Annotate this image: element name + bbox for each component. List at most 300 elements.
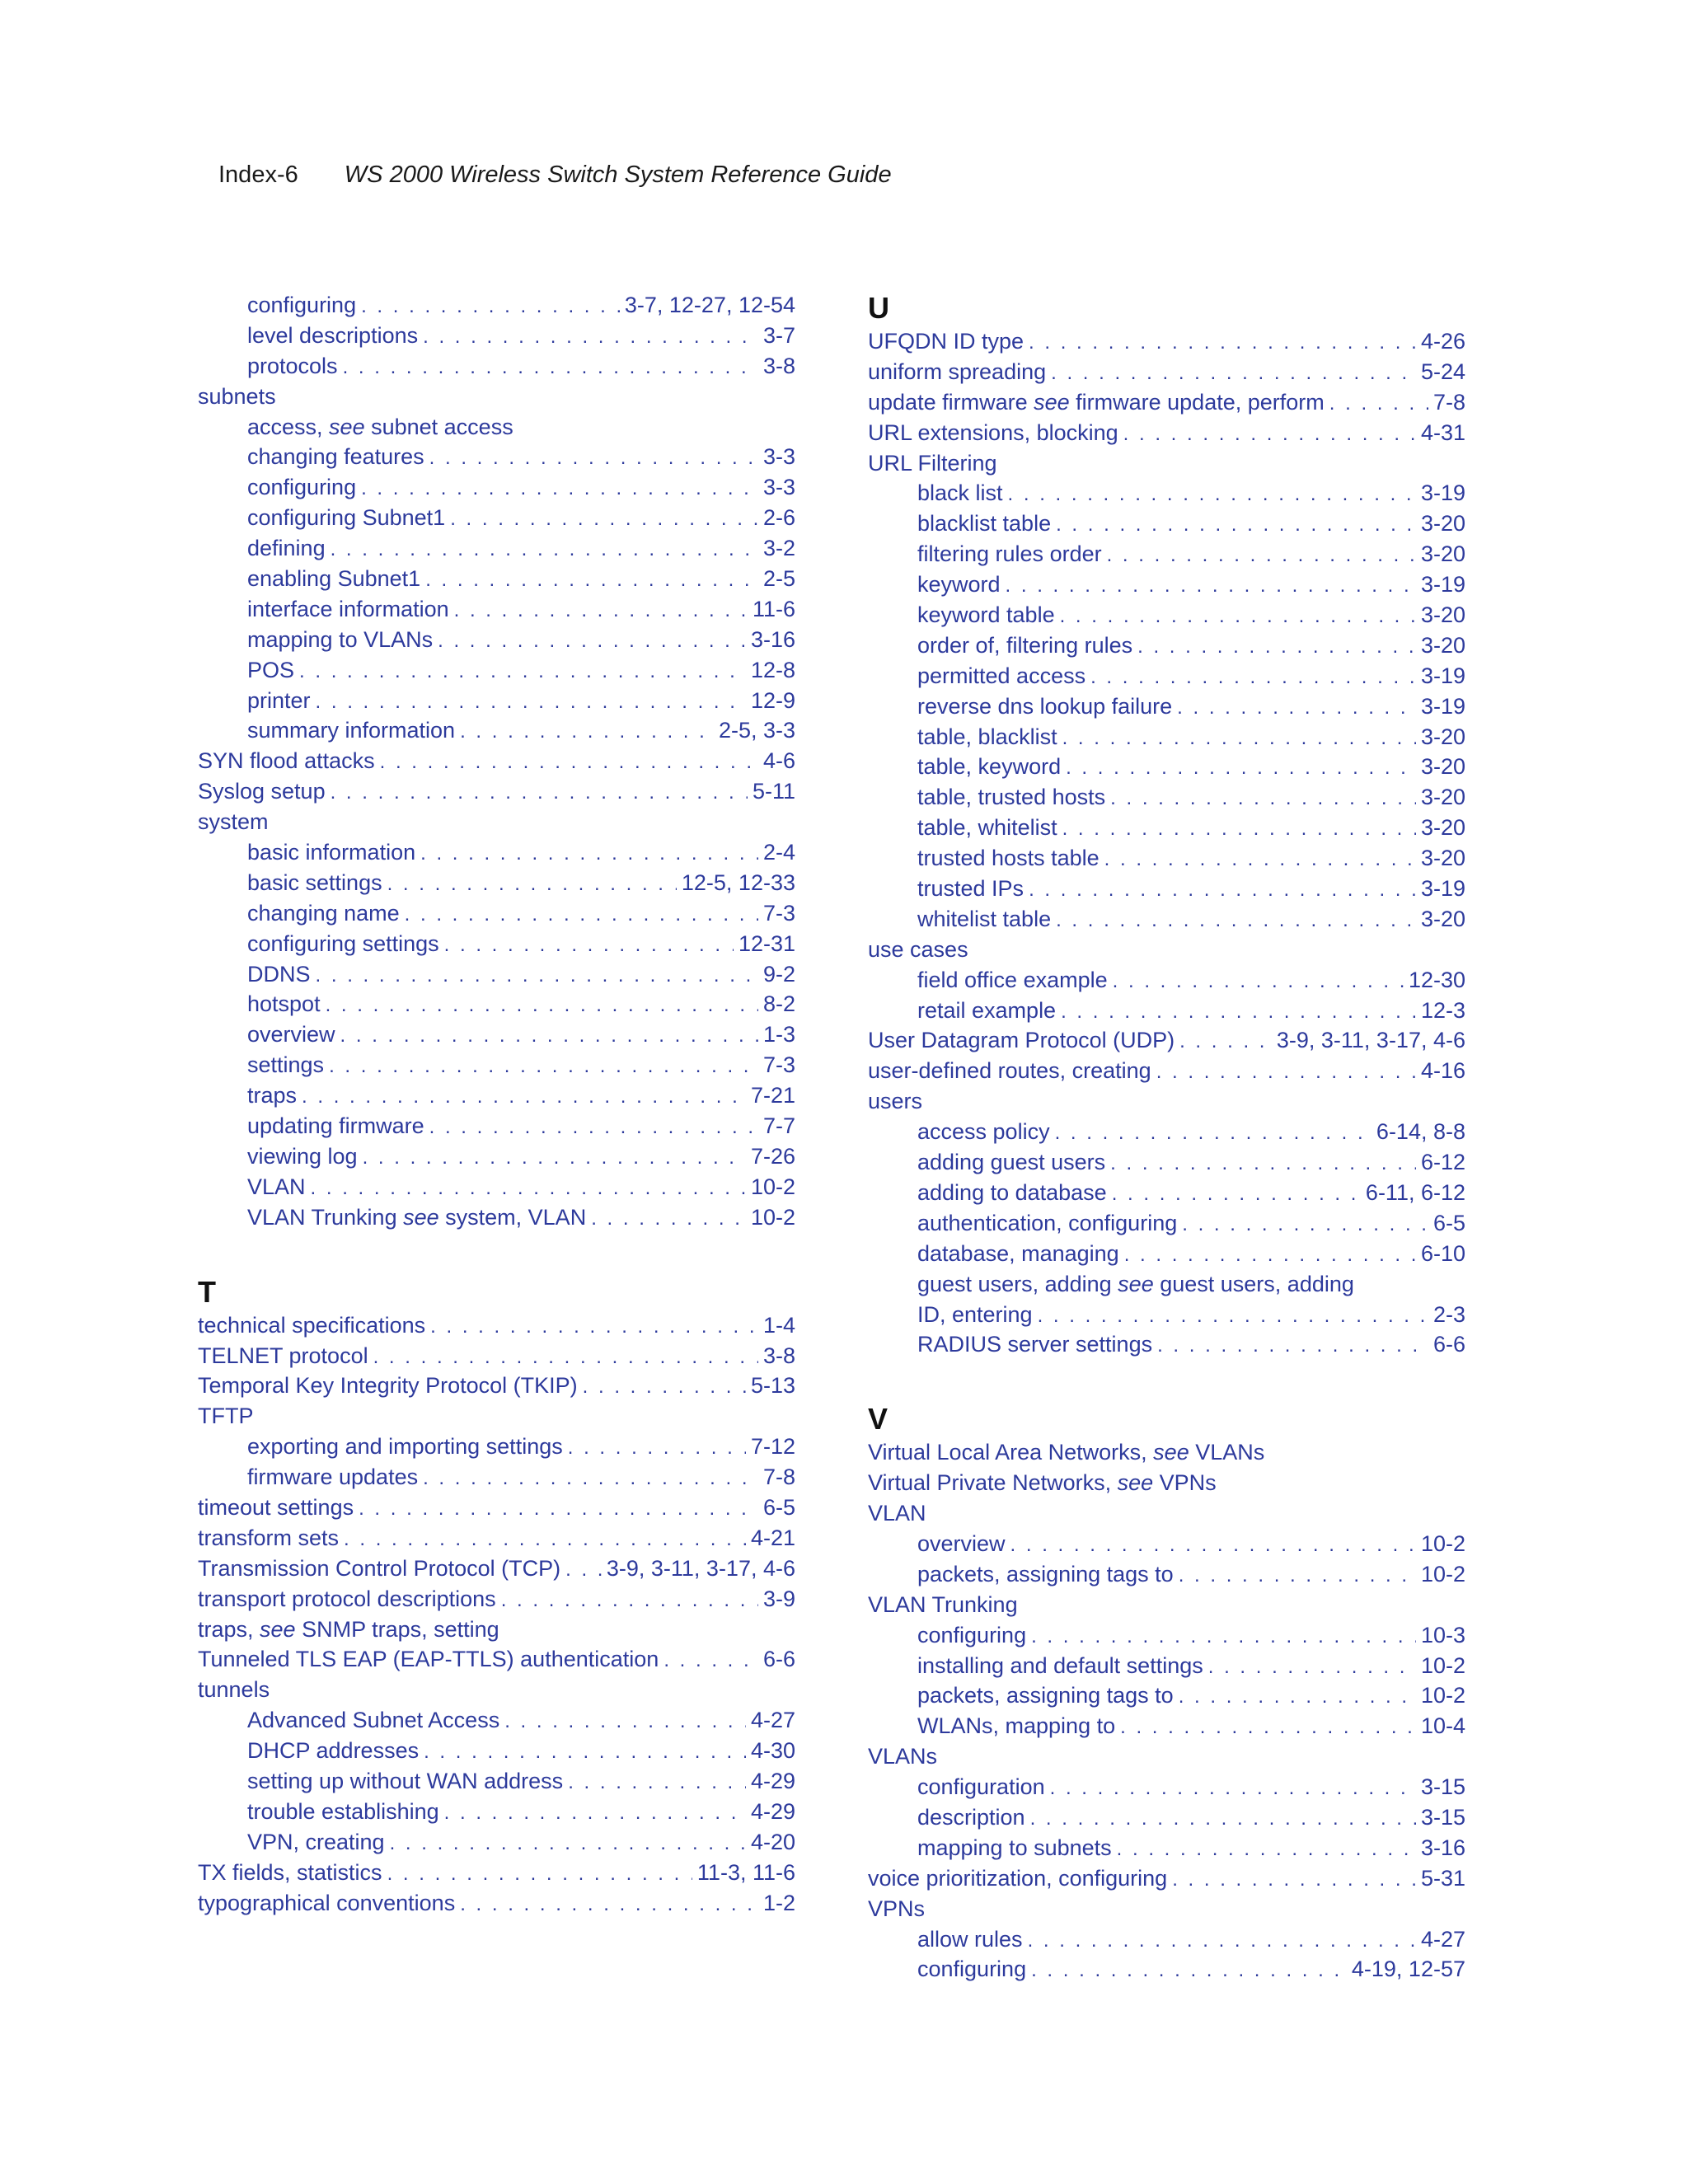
entry-term-text: subnets xyxy=(198,383,276,409)
page-reference: 3-9, 3-11, 3-17, 4-6 xyxy=(1276,1028,1465,1053)
index-entry xyxy=(868,1086,1465,1117)
page-reference: 10-2 xyxy=(750,1204,795,1230)
entry-term xyxy=(917,1802,1025,1833)
entry-term xyxy=(247,898,400,929)
dot-leader xyxy=(1179,1027,1272,1057)
entry-term xyxy=(198,1493,354,1523)
dot-leader xyxy=(429,443,758,474)
entry-term-text: database, managing xyxy=(917,1240,1119,1266)
entry-term-text: keyword table xyxy=(917,602,1055,628)
entry-term xyxy=(868,326,1024,357)
dot-leader xyxy=(331,778,748,808)
dot-leader xyxy=(1156,1057,1416,1088)
index-subentry xyxy=(868,509,1465,539)
entry-term-text: update firmware xyxy=(868,389,1034,415)
page-reference: 3-20 xyxy=(1420,846,1465,871)
entry-term xyxy=(868,1590,1018,1620)
index-subentry xyxy=(868,478,1465,509)
entry-term-text: authentication, configuring xyxy=(917,1210,1178,1235)
page-reference: 3-20 xyxy=(1420,632,1465,658)
dot-leader xyxy=(343,353,758,383)
index-subentry xyxy=(198,1766,795,1797)
page-reference: 6-10 xyxy=(1420,1240,1465,1266)
index-subentry xyxy=(868,569,1465,600)
entry-term xyxy=(917,1208,1177,1239)
see-reference: see xyxy=(1153,1440,1189,1465)
entry-term-text: typographical conventions xyxy=(198,1890,456,1915)
page-reference: 7-8 xyxy=(762,1465,795,1490)
dot-leader xyxy=(583,1372,746,1403)
page-reference: 4-21 xyxy=(750,1525,795,1550)
dot-leader xyxy=(1208,1652,1416,1683)
index-column-left xyxy=(198,290,795,1918)
entry-term xyxy=(868,1894,925,1924)
entry-term-text: changing features xyxy=(247,444,424,470)
index-subentry xyxy=(198,1141,795,1172)
page-reference: 3-7 xyxy=(762,322,795,348)
see-reference: see xyxy=(1034,389,1070,415)
entry-term xyxy=(247,321,418,351)
dot-leader xyxy=(387,869,677,900)
entry-term xyxy=(917,539,1102,569)
dot-leader xyxy=(1031,1622,1416,1652)
dot-leader xyxy=(316,961,758,991)
dot-leader xyxy=(1056,510,1416,541)
index-entry xyxy=(868,448,1465,479)
entry-term-text: table, whitelist xyxy=(917,815,1057,841)
entry-term xyxy=(198,1858,382,1888)
index-subentry xyxy=(868,1651,1465,1681)
entry-term-text: table, trusted hosts xyxy=(917,785,1106,810)
dot-leader xyxy=(423,322,758,353)
page-reference: 6-6 xyxy=(762,1647,795,1672)
index-subentry xyxy=(198,715,795,746)
index-subentry xyxy=(198,837,795,868)
dot-leader xyxy=(380,748,758,778)
index-subentry xyxy=(198,321,795,351)
entry-term-text: packets, assigning tags to xyxy=(917,1561,1174,1586)
section-letter: V xyxy=(868,1402,889,1436)
entry-term-text: technical specifications xyxy=(198,1312,426,1338)
page-reference: 4-27 xyxy=(750,1708,795,1733)
entry-term xyxy=(917,509,1051,539)
entry-term-text: mapping to subnets xyxy=(917,1835,1112,1860)
entry-term xyxy=(247,686,311,716)
page-reference: 5-11 xyxy=(752,779,795,804)
entry-term-text: interface information xyxy=(247,596,449,621)
page-reference: 3-2 xyxy=(762,536,795,561)
entry-term-text: VLAN xyxy=(247,1174,306,1199)
see-reference: see xyxy=(1117,1470,1154,1496)
dot-leader xyxy=(359,1494,758,1525)
see-target: system, VLAN xyxy=(438,1204,587,1230)
dot-leader xyxy=(420,839,758,869)
dot-leader xyxy=(429,1113,758,1143)
index-subentry xyxy=(868,1620,1465,1651)
entry-term xyxy=(868,387,1325,418)
dot-leader xyxy=(1050,1774,1416,1804)
index-column-right xyxy=(868,290,1465,1985)
index-subentry xyxy=(198,1111,795,1141)
page-reference: 8-2 xyxy=(762,991,795,1017)
index-subentry xyxy=(198,533,795,564)
dot-leader xyxy=(1061,997,1416,1028)
entry-term xyxy=(917,691,1172,722)
entry-term xyxy=(247,1766,563,1797)
entry-term-text: access, xyxy=(247,414,330,439)
index-entry xyxy=(198,1341,795,1371)
page-reference: 3-20 xyxy=(1420,785,1465,810)
index-subentry xyxy=(868,965,1465,996)
page-reference: 6-5 xyxy=(1432,1210,1465,1235)
entry-term-text: User Datagram Protocol (UDP) xyxy=(868,1028,1175,1053)
see-target: VPNs xyxy=(1153,1470,1217,1496)
book-title: WS 2000 Wireless Switch System Reference Guide xyxy=(344,162,892,188)
entry-term-text: enabling Subnet1 xyxy=(247,566,421,592)
index-subentry xyxy=(198,1432,795,1462)
page-reference: 3-19 xyxy=(1420,693,1465,719)
index-subentry xyxy=(198,686,795,716)
entry-term-text: URL Filtering xyxy=(868,450,997,476)
page-reference: 3-8 xyxy=(762,1343,795,1368)
entry-term-text: VLAN Trunking xyxy=(868,1591,1018,1617)
page-reference: 12-5, 12-33 xyxy=(681,869,795,895)
index-subentry xyxy=(198,503,795,533)
entry-term xyxy=(917,1620,1026,1651)
index-subentry xyxy=(198,1797,795,1827)
page-reference: 7-12 xyxy=(750,1434,795,1460)
dot-leader xyxy=(405,900,758,930)
entry-term-text: UFQDN ID type xyxy=(868,329,1025,354)
page-reference: 6-5 xyxy=(762,1494,795,1520)
index-entry xyxy=(198,1523,795,1554)
index-entry xyxy=(198,1554,795,1584)
index-entry xyxy=(868,1056,1465,1086)
index-entry xyxy=(198,1675,795,1705)
entry-term xyxy=(247,715,455,746)
index-entry xyxy=(198,1615,795,1645)
page-reference: 7-21 xyxy=(750,1083,795,1108)
page-reference: 10-2 xyxy=(750,1174,795,1199)
page-reference: 11-3, 11-6 xyxy=(696,1859,795,1885)
page-reference: 3-9, 3-11, 3-17, 4-6 xyxy=(606,1555,795,1581)
dot-leader xyxy=(1172,1865,1416,1896)
entry-term-text: black list xyxy=(917,480,1003,506)
dot-leader xyxy=(501,1586,758,1616)
entry-term xyxy=(198,1584,496,1615)
entry-term xyxy=(198,1644,659,1675)
page-reference: 4-19, 12-57 xyxy=(1351,1957,1465,1982)
entry-term-text: traps xyxy=(247,1083,298,1108)
dot-leader xyxy=(1066,753,1416,784)
entry-term-text: timeout settings xyxy=(198,1494,354,1520)
dot-leader xyxy=(450,504,758,535)
index-entry xyxy=(198,1888,795,1919)
page-reference: 4-30 xyxy=(750,1738,795,1764)
entry-term xyxy=(917,478,1003,509)
entry-term-text: description xyxy=(917,1804,1025,1830)
entry-term-text: filtering rules order xyxy=(917,541,1102,567)
entry-term-text: TELNET protocol xyxy=(198,1343,368,1368)
entry-term xyxy=(247,503,445,533)
entry-term xyxy=(198,746,375,776)
page-reference: 3-15 xyxy=(1420,1774,1465,1800)
index-entry xyxy=(868,387,1465,418)
page-reference: 3-15 xyxy=(1420,1804,1465,1830)
dot-leader xyxy=(1051,359,1416,389)
index-subentry xyxy=(198,290,795,321)
page-reference: 3-20 xyxy=(1420,511,1465,537)
page-reference: 3-20 xyxy=(1420,815,1465,841)
entry-term xyxy=(247,442,424,472)
index-subentry xyxy=(868,1239,1465,1269)
dot-leader xyxy=(331,535,758,565)
dot-leader xyxy=(1179,1561,1416,1591)
entry-term-text: WLANs, mapping to xyxy=(917,1713,1116,1739)
entry-term xyxy=(917,1954,1026,1985)
entry-term-text: settings xyxy=(247,1052,325,1078)
dot-leader xyxy=(1010,1530,1416,1561)
entry-term xyxy=(917,600,1055,630)
page-reference: 3-19 xyxy=(1420,480,1465,506)
dot-leader xyxy=(361,292,620,322)
entry-term xyxy=(917,1239,1119,1269)
index-entry xyxy=(868,1498,1465,1529)
page-reference: 3-3 xyxy=(762,444,795,470)
entry-term xyxy=(917,1300,1033,1330)
dot-leader xyxy=(311,1174,746,1204)
page-reference: 10-3 xyxy=(1420,1622,1465,1647)
entry-term-text: configuration xyxy=(917,1774,1045,1800)
page-reference: 6-12 xyxy=(1420,1150,1465,1175)
entry-term xyxy=(198,1310,425,1341)
dot-leader xyxy=(1177,693,1416,724)
index-subentry xyxy=(868,1269,1465,1300)
entry-term xyxy=(198,1888,455,1919)
entry-term xyxy=(917,1559,1174,1590)
entry-term-text: permitted access xyxy=(917,663,1086,688)
entry-term xyxy=(247,625,433,655)
entry-term-text: packets, assigning tags to xyxy=(917,1683,1174,1708)
index-entry xyxy=(198,776,795,807)
index-subentry xyxy=(198,1080,795,1111)
dot-leader xyxy=(1038,1301,1428,1332)
entry-term-text: firmware updates xyxy=(247,1465,419,1490)
entry-term-text: configuring xyxy=(917,1957,1027,1982)
index-subentry xyxy=(198,1705,795,1736)
page-reference: 1-4 xyxy=(762,1312,795,1338)
dot-leader xyxy=(344,1525,746,1555)
index-subentry xyxy=(198,989,795,1019)
entry-term xyxy=(868,1863,1167,1894)
entry-term xyxy=(247,533,326,564)
page-reference: 12-31 xyxy=(738,930,795,956)
entry-term xyxy=(247,1736,419,1766)
entry-term-text: system xyxy=(198,809,269,835)
entry-term-text: configuring xyxy=(917,1622,1027,1647)
entry-term-text: allow rules xyxy=(917,1926,1023,1952)
index-entry xyxy=(868,1025,1465,1056)
page-reference: 12-3 xyxy=(1420,997,1465,1023)
index-entry xyxy=(198,382,795,412)
page-reference: 7-3 xyxy=(762,1052,795,1078)
entry-term xyxy=(198,1675,270,1705)
entry-term xyxy=(868,448,997,479)
index-subentry xyxy=(198,1462,795,1493)
entry-term-text: basic settings xyxy=(247,869,382,895)
dot-leader xyxy=(425,565,758,596)
dot-leader xyxy=(1124,1240,1416,1271)
see-target: subnet access xyxy=(364,414,513,439)
index-subentry xyxy=(198,1202,795,1233)
page-reference: 4-27 xyxy=(1420,1926,1465,1952)
index-subentry xyxy=(868,1802,1465,1833)
entry-term-text: RADIUS server settings xyxy=(917,1332,1153,1357)
dot-leader xyxy=(299,657,746,687)
index-entry xyxy=(868,1468,1465,1498)
entry-term xyxy=(247,989,321,1019)
index-subentry xyxy=(868,722,1465,752)
page-reference: 9-2 xyxy=(762,961,795,987)
index-entry xyxy=(868,326,1465,357)
page-reference: 7-26 xyxy=(750,1143,795,1169)
dot-leader xyxy=(504,1707,746,1737)
index-entry xyxy=(198,807,795,837)
entry-term-text: table, blacklist xyxy=(917,724,1057,749)
entry-term xyxy=(917,1117,1050,1147)
index-subentry xyxy=(198,351,795,382)
index-entry xyxy=(198,1584,795,1615)
entry-term-text: access policy xyxy=(917,1119,1050,1145)
index-entry xyxy=(868,1437,1465,1468)
index-subentry xyxy=(868,539,1465,569)
entry-term xyxy=(198,1401,254,1432)
index-entry xyxy=(868,1590,1465,1620)
entry-term-text: DHCP addresses xyxy=(247,1738,420,1764)
index-subentry xyxy=(868,1559,1465,1590)
page-reference: 3-16 xyxy=(1420,1835,1465,1860)
entry-term-text: overview xyxy=(247,1022,335,1047)
entry-term-text: configuring xyxy=(247,293,357,317)
entry-term xyxy=(247,351,338,382)
entry-term xyxy=(917,1772,1045,1802)
dot-leader xyxy=(326,991,758,1021)
entry-term xyxy=(917,996,1056,1026)
entry-term-text: changing name xyxy=(247,900,400,926)
index-subentry xyxy=(868,1117,1465,1147)
entry-term-text: mapping to VLANs xyxy=(247,626,434,652)
page-reference: 5-13 xyxy=(750,1373,795,1399)
page-reference: 3-20 xyxy=(1420,754,1465,780)
see-target: firmware update, perform xyxy=(1069,389,1325,415)
entry-term xyxy=(247,1462,418,1493)
index-subentry xyxy=(868,1954,1465,1985)
see-target: guest users, adding xyxy=(1153,1271,1354,1296)
dot-leader xyxy=(591,1204,746,1235)
entry-term-text: TX fields, statistics xyxy=(198,1859,382,1885)
page-reference: 2-4 xyxy=(762,840,795,865)
entry-term xyxy=(917,965,1108,996)
entry-term xyxy=(868,1086,922,1117)
entry-term xyxy=(247,1827,385,1858)
entry-term xyxy=(868,1468,1217,1498)
entry-term xyxy=(868,1498,926,1529)
page-reference: 3-19 xyxy=(1420,572,1465,598)
dot-leader xyxy=(1329,389,1428,419)
entry-term-text: traps, xyxy=(198,1616,260,1642)
page-reference: 4-26 xyxy=(1420,329,1465,354)
entry-term-text: VPN, creating xyxy=(247,1829,385,1854)
entry-term xyxy=(198,807,269,837)
entry-term-text: installing and default settings xyxy=(917,1652,1203,1678)
entry-term-text: trouble establishing xyxy=(247,1798,439,1824)
page-reference: 3-20 xyxy=(1420,906,1465,931)
entry-term-text: Advanced Subnet Access xyxy=(247,1708,500,1733)
dot-leader xyxy=(1110,1149,1416,1179)
index-entry xyxy=(198,1371,795,1401)
index-subentry xyxy=(868,904,1465,935)
dot-leader xyxy=(1107,541,1416,571)
dot-leader xyxy=(1060,602,1416,632)
dot-leader xyxy=(1112,1179,1361,1210)
see-reference: see xyxy=(403,1204,439,1230)
dot-leader xyxy=(316,687,746,718)
index-subentry xyxy=(868,1529,1465,1559)
entry-term-text: VLAN Trunking xyxy=(247,1204,404,1230)
see-target: VLANs xyxy=(1189,1440,1265,1465)
dot-leader xyxy=(460,717,714,748)
page-reference: 6-6 xyxy=(1432,1332,1465,1357)
index-subentry xyxy=(868,1711,1465,1741)
index-subentry xyxy=(868,630,1465,661)
entry-term xyxy=(198,1523,339,1554)
index-subentry xyxy=(868,996,1465,1026)
page-reference: 10-2 xyxy=(1420,1561,1465,1586)
entry-term xyxy=(247,412,513,443)
page-reference: 3-16 xyxy=(750,626,795,652)
index-subentry xyxy=(868,1924,1465,1955)
see-reference: see xyxy=(1118,1271,1154,1296)
entry-term-text: TFTP xyxy=(198,1404,254,1429)
page-reference: 10-2 xyxy=(1420,1652,1465,1678)
entry-term xyxy=(247,1111,424,1141)
index-subentry xyxy=(868,782,1465,813)
index-subentry xyxy=(198,1827,795,1858)
entry-term-text: configuring Subnet1 xyxy=(247,505,446,531)
page-reference: 3-7, 12-27, 12-54 xyxy=(624,293,795,317)
index-subentry xyxy=(868,752,1465,782)
entry-term-text: VPNs xyxy=(868,1896,926,1921)
dot-leader xyxy=(663,1646,758,1676)
entry-term xyxy=(247,1432,563,1462)
entry-term xyxy=(247,1202,586,1233)
dot-leader xyxy=(1028,1926,1416,1957)
entry-term-text: configuring settings xyxy=(247,930,439,956)
entry-term-text: setting up without WAN address xyxy=(247,1768,564,1793)
dot-leader xyxy=(1123,419,1416,450)
dot-leader xyxy=(373,1343,758,1373)
entry-term xyxy=(247,564,420,594)
entry-term-text: Tunneled TLS EAP (EAP-TTLS) authentication xyxy=(198,1647,659,1672)
index-subentry xyxy=(198,442,795,472)
dot-leader xyxy=(1179,1682,1416,1713)
page-reference: 4-29 xyxy=(750,1768,795,1793)
page-reference: 7-8 xyxy=(1432,389,1465,415)
page-reference: 3-3 xyxy=(762,475,795,500)
dot-leader xyxy=(1110,784,1416,814)
page-reference: 4-31 xyxy=(1420,419,1465,445)
page-reference: 12-30 xyxy=(1408,967,1465,992)
